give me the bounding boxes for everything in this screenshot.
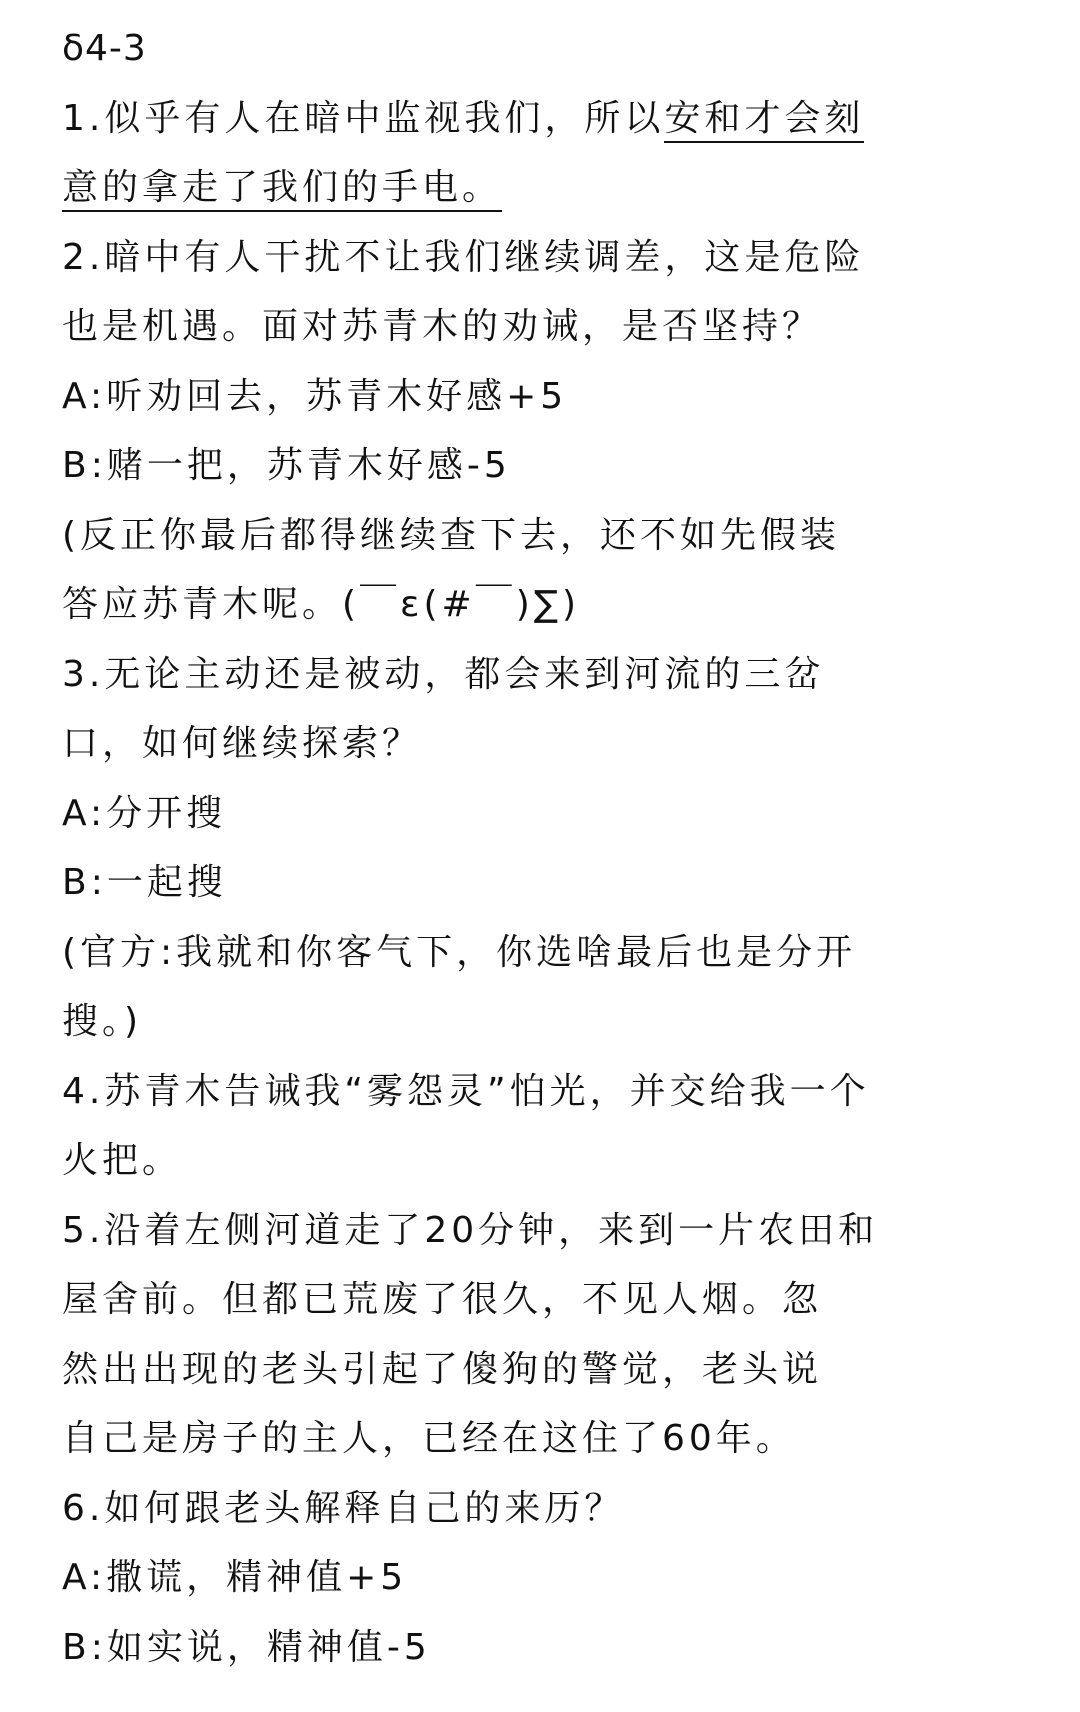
handwritten-note bbox=[62, 14, 1002, 1682]
note-line-4: 也是机遇。面对苏青木的劝诫，是否坚持？ bbox=[62, 306, 823, 347]
note-line-1-underlined: 安和才会刻 bbox=[664, 98, 864, 143]
note-line-21: 6.如何跟老头解释自己的来历？ bbox=[62, 1487, 625, 1529]
note-line-3: 2.暗中有人干扰不让我们继续调差，这是危险 bbox=[62, 236, 865, 278]
note-title: δ4-3 bbox=[62, 28, 147, 69]
note-line-10: 口，如何继续探索？ bbox=[62, 723, 423, 764]
note-line-12: B:一起搜 bbox=[62, 862, 227, 903]
note-line-2-underlined: 意的拿走了我们的手电。 bbox=[62, 167, 502, 212]
note-line-16: 火把。 bbox=[62, 1140, 183, 1181]
note-line-23: B:如实说，精神值-5 bbox=[62, 1626, 431, 1668]
note-line-19: 然出出现的老头引起了傻狗的警觉，老头说 bbox=[62, 1348, 823, 1390]
note-line-2 bbox=[62, 153, 1002, 223]
note-line-1 bbox=[62, 84, 1002, 154]
note-line-18: 屋舍前。但都已荒废了很久，不见人烟。忽 bbox=[62, 1279, 823, 1320]
note-line-6: B:赌一把，苏青木好感-5 bbox=[62, 445, 511, 486]
note-line-13: (官方:我就和你客气下，你选啥最后也是分开 bbox=[62, 931, 857, 973]
note-line-17: 5.沿着左侧河道走了20分钟，来到一片农田和 bbox=[62, 1209, 879, 1251]
note-line-7: (反正你最后都得继续查下去，还不如先假装 bbox=[62, 514, 841, 556]
note-line-15: 4.苏青木告诫我“雾怨灵”怕光，并交给我一个 bbox=[62, 1070, 870, 1112]
note-line-5: A:听劝回去，苏青木好感+5 bbox=[62, 375, 568, 417]
note-line-11: A:分开搜 bbox=[62, 792, 227, 834]
note-line-1-text: 1.似乎有人在暗中监视我们，所以 bbox=[62, 97, 665, 139]
note-line-9: 3.无论主动还是被动，都会来到河流的三岔 bbox=[62, 653, 825, 695]
note-line-20: 自己是房子的主人，已经在这住了60年。 bbox=[62, 1418, 796, 1459]
note-line-22: A:撒谎，精神值+5 bbox=[62, 1557, 408, 1598]
note-line-8: 答应苏青木呢。(￣ε(#￣)∑) bbox=[62, 584, 581, 625]
note-line-14: 搜。) bbox=[62, 1001, 143, 1042]
